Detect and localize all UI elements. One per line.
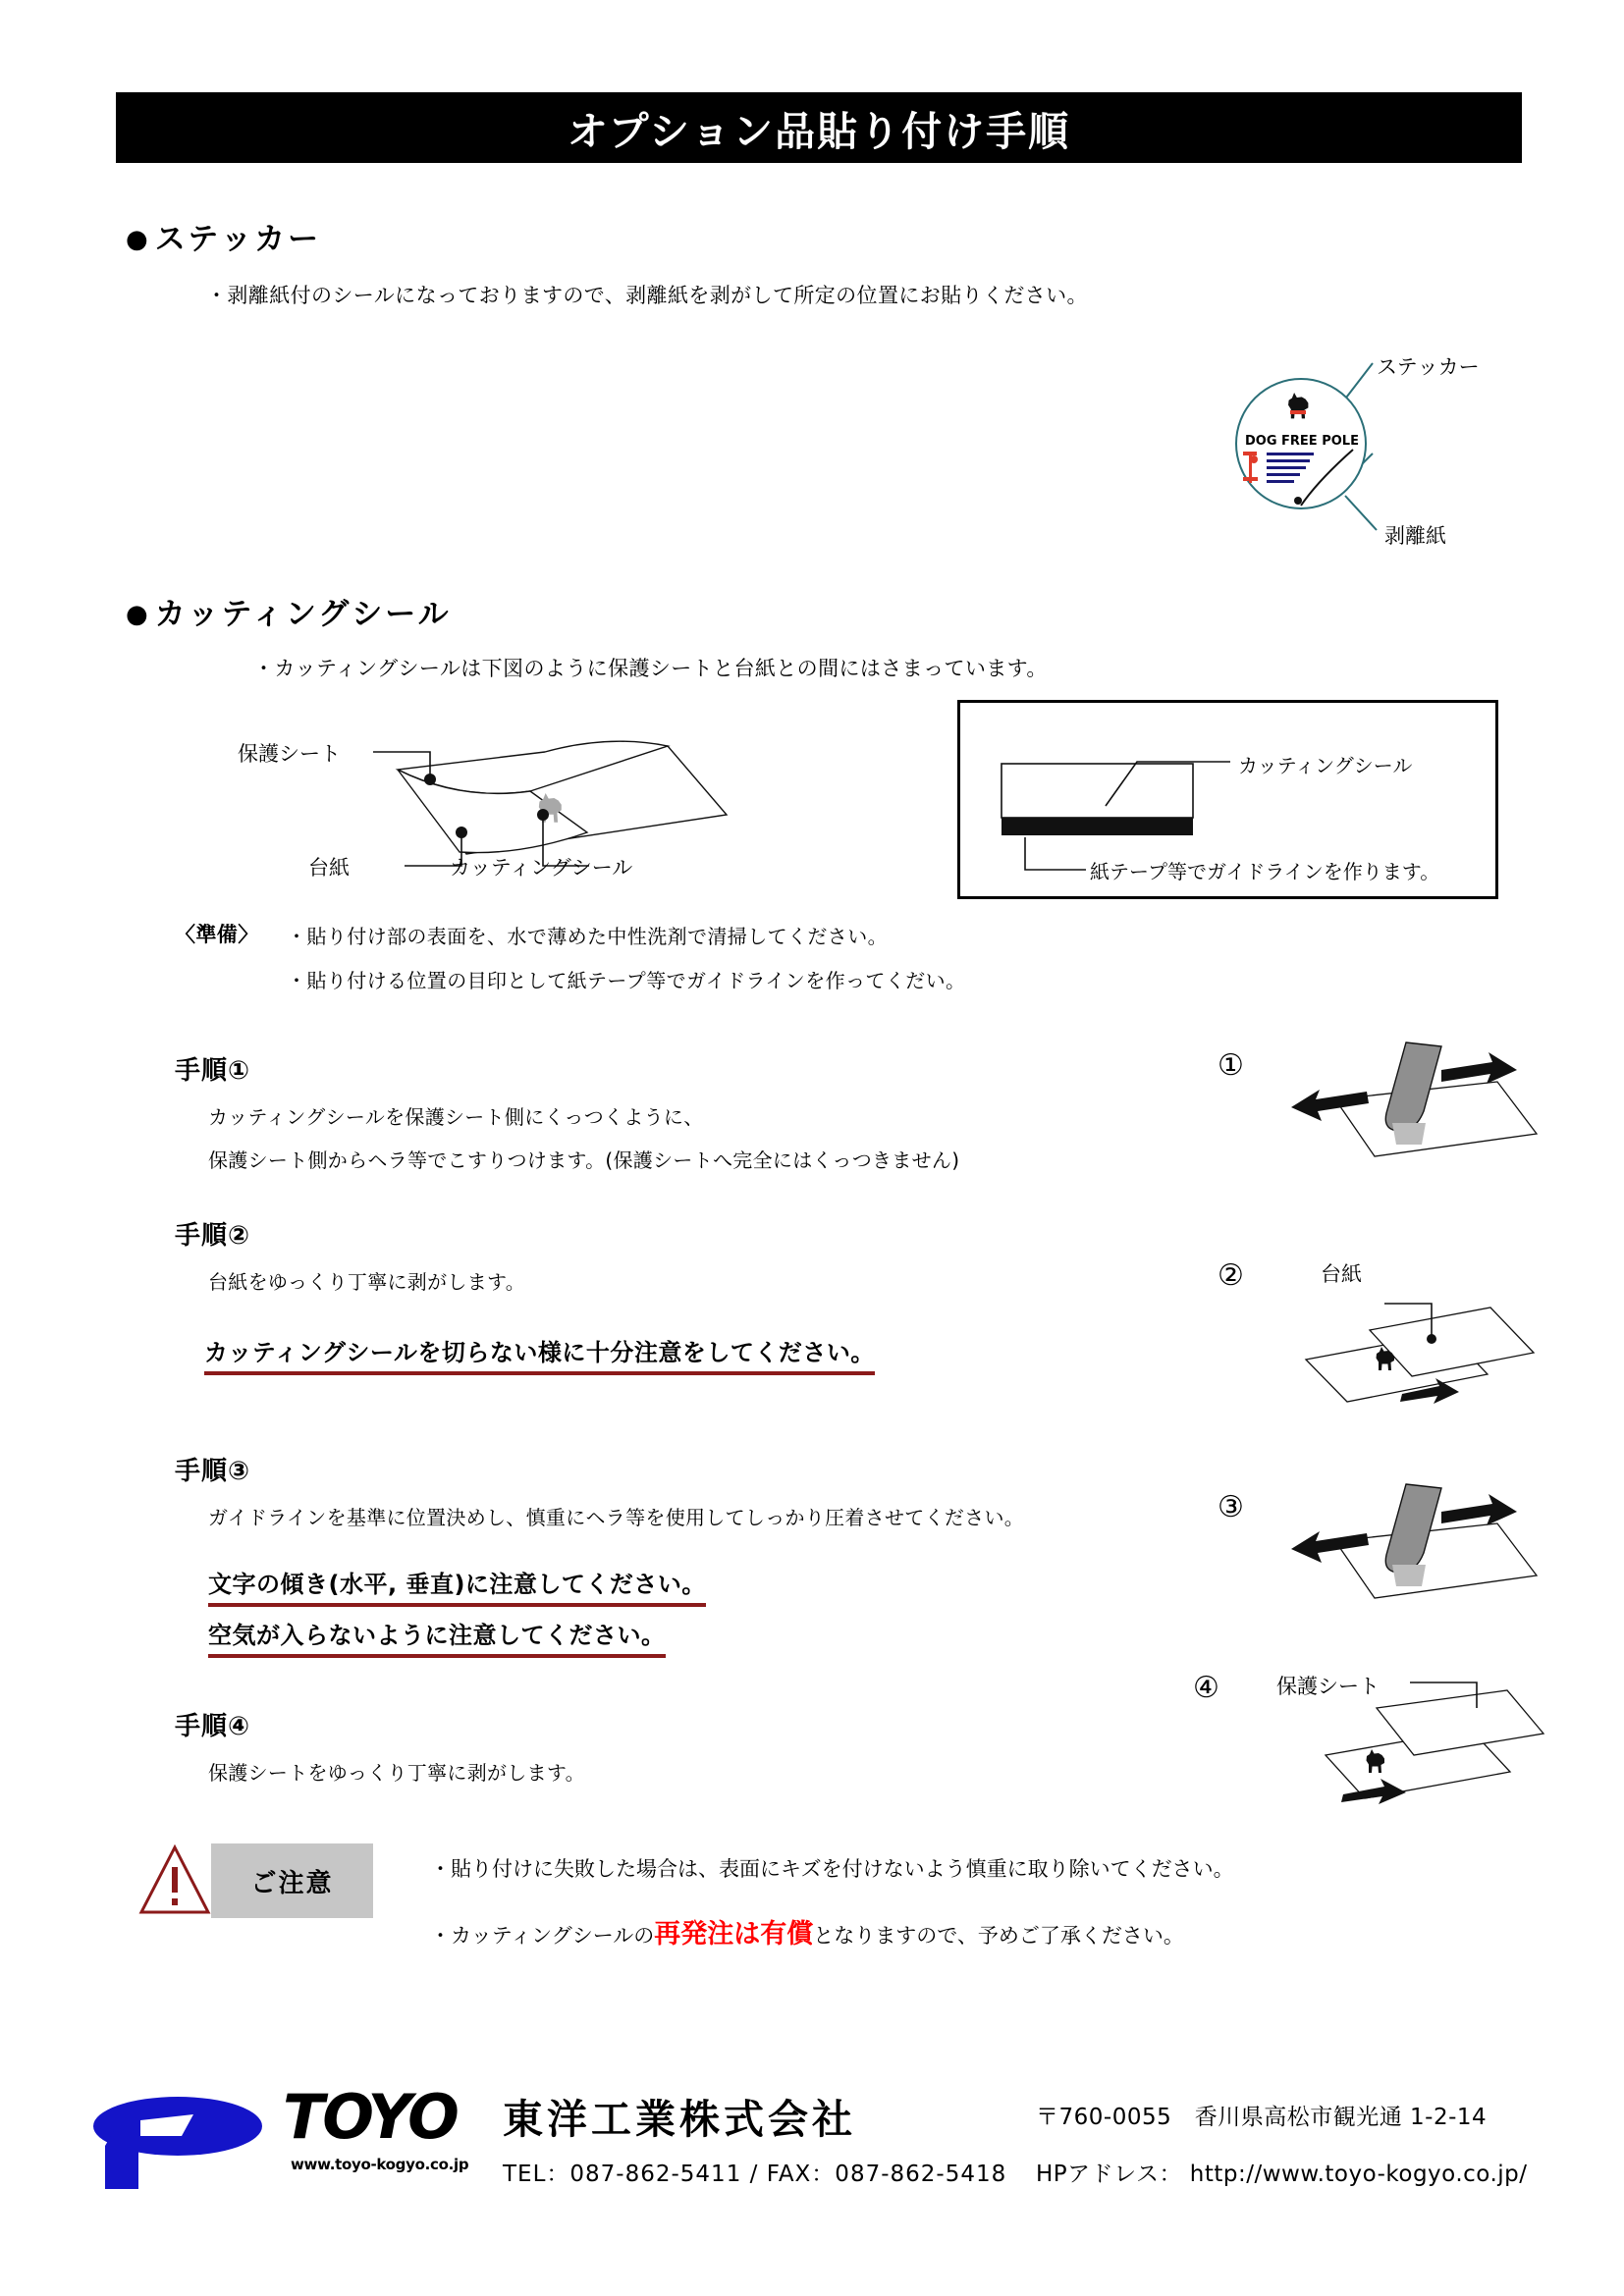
label-sticker: ステッカー [1377,355,1480,379]
section-bullet-icon: ● [126,225,151,254]
step-4-number: ④ [1193,1671,1219,1705]
step-3-warning-1: 文字の傾き(水平, 垂直)に注意してください。 [208,1565,706,1607]
page-title-bar [116,92,1522,163]
preparation-item-1: ・貼り付け部の表面を、水で薄めた中性洗剤で清掃してください。 [287,925,888,948]
label-cutting-seal: カッティングシール [450,856,633,880]
step-3-warning-2: 空気が入らないように注意してください。 [208,1616,666,1658]
step-1-line-2: 保護シート側からヘラ等でこすりつけます。(保護シートへ完全にはくっつきません) [208,1148,960,1172]
guideline-label-cutting-seal: カッティングシール [1238,754,1413,777]
step-2-illustration [1276,1256,1600,1404]
label-backing-paper: 台紙 [308,856,350,880]
page-title: オプション品貼り付け手順 [567,107,1071,155]
footer-postal-address: 〒760-0055 香川県高松市観光通 1-2-14 [1036,2105,1488,2130]
section-heading-cutting-label: カッティングシール [154,597,452,632]
guideline-label-tape: 紙テープ等でガイドラインを作ります。 [1090,860,1440,883]
label-protect-sheet: 保護シート [238,742,341,766]
step-3-heading: 手順③ [175,1457,251,1486]
caution-line-1: ・貼り付けに失敗した場合は、表面にキズを付けないよう慎重に取り除いてください。 [430,1857,1234,1881]
footer-tel-fax: TEL：087-862-5411 / FAX：087-862-5418 [503,2162,1007,2187]
label-release-paper: 剥離紙 [1384,524,1446,548]
step-1-number: ① [1218,1048,1244,1083]
layered-sheet-illustration [344,707,933,883]
step-1-illustration [1276,1041,1600,1178]
preparation-label: 〈準備〉 [175,923,259,946]
step-4-heading: 手順④ [175,1712,251,1741]
footer-homepage[interactable]: HPアドレス： http://www.toyo-kogyo.co.jp/ [1036,2162,1528,2187]
toyo-logo-word: TOYO [283,2081,458,2153]
section-heading-cutting [126,589,452,633]
sticker-instruction-line: ・剥離紙付のシールになっておりますので、剥離紙を剥がして所定の位置にお貼りください。 [206,284,1088,307]
step-1-heading: 手順① [175,1056,251,1086]
step-2-illustration-label: 台紙 [1321,1262,1362,1286]
toyo-logo-url: www.toyo-kogyo.co.jp [291,2156,469,2173]
section-bullet-icon-2: ● [126,600,151,629]
cutting-instruction-line: ・カッティングシールは下図のように保護シートと台紙との間にはさまっています。 [253,657,1048,680]
section-heading-sticker-label: ステッカー [154,222,322,257]
section-heading-sticker [126,214,321,258]
caution-chip-label: ご注意 [250,1868,334,1898]
svg-text:DOG FREE POLE: DOG FREE POLE [1245,434,1359,449]
caution-line-2 [430,1912,1184,1950]
step-4-line-1: 保護シートをゆっくり丁寧に剥がします。 [208,1761,585,1785]
step-2-number: ② [1218,1258,1244,1293]
warning-triangle-icon [137,1842,212,1920]
step-3-number: ③ [1218,1490,1244,1524]
caution-chip [211,1843,373,1918]
caution-line-2-post: となりますので、予めご了承ください。 [813,1924,1184,1948]
guideline-diagram-box [957,700,1498,899]
toyo-logo-icon [83,2091,270,2199]
footer-company-name: 東洋工業株式会社 [503,2096,856,2143]
step-2-line-1: 台紙をゆっくり丁寧に剥がします。 [208,1270,525,1294]
step-3-line-1: ガイドラインを基準に位置決めし、慎重にヘラ等を使用してしっかり圧着させてください。 [208,1506,1025,1529]
step-4-illustration [1267,1669,1600,1811]
caution-line-2-pre: ・カッティングシールの [430,1924,655,1948]
step-4-illustration-label: 保護シート [1276,1675,1380,1698]
step-2-heading: 手順② [175,1221,251,1251]
preparation-item-2: ・貼り付ける位置の目印として紙テープ等でガイドラインを作ってくだい。 [287,969,966,992]
step-2-warning: カッティングシールを切らない様に十分注意をしてください。 [204,1333,875,1375]
step-1-line-1: カッティングシールを保護シート側にくっつくように、 [208,1105,704,1129]
step-3-illustration [1276,1482,1600,1620]
caution-line-2-red: 再発注は有償 [654,1919,814,1949]
